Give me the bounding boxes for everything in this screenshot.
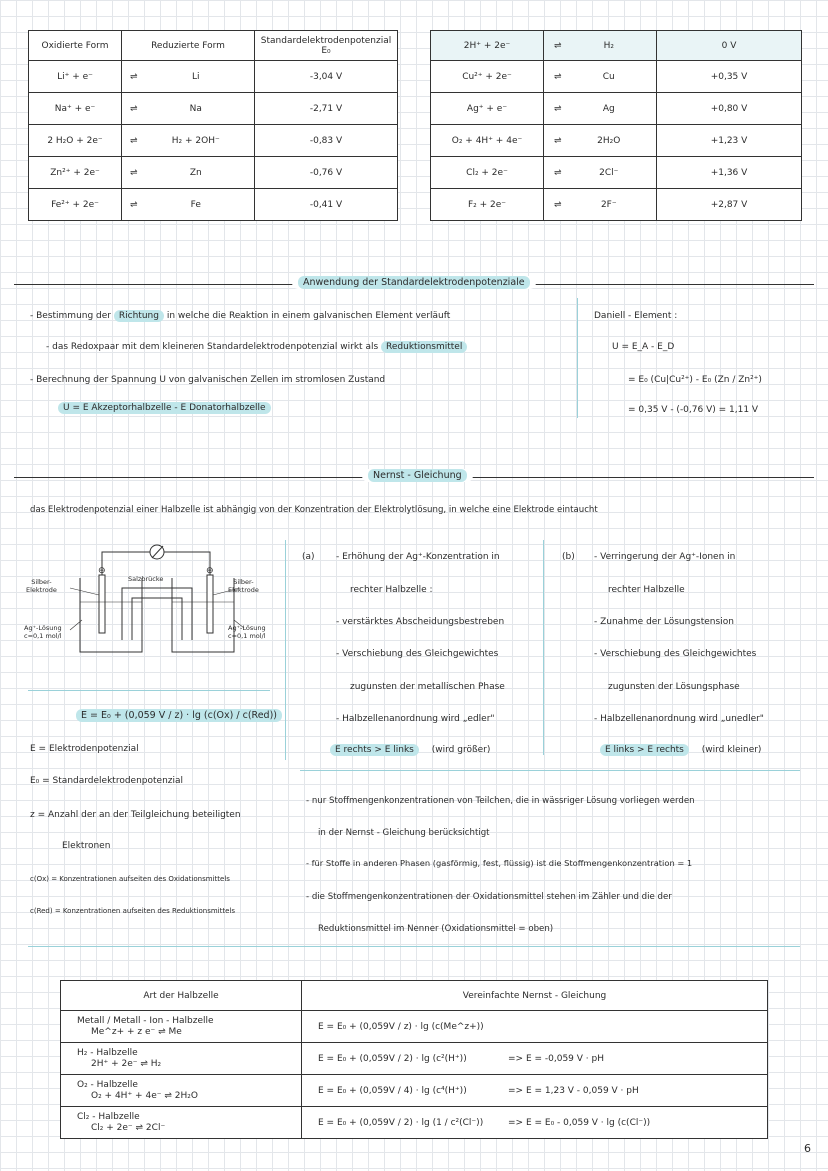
section-title-anwendung: Anwendung der Standardelektrodenpotenziale <box>292 276 536 289</box>
case-a-line: rechter Halbzelle : <box>350 585 433 595</box>
table-row <box>431 31 802 61</box>
page-number: 6 <box>804 1142 811 1155</box>
table-cell: O₂ + 4H⁺ + 4e⁻ <box>431 125 544 157</box>
table-cell: ⇌ Zn <box>122 157 255 189</box>
note-line: - für Stoffe in anderen Phasen (gasförmig, fest, flüssig) ist die Stoffmengenkonzentration = 1 <box>306 858 693 868</box>
note-line: - die Stoffmengenkonzentrationen der Oxidationsmittel stehen im Zähler und die der <box>306 892 672 902</box>
table-row <box>61 1011 768 1043</box>
divider <box>300 770 800 771</box>
equilibrium-icon: ⇌ <box>130 135 138 146</box>
column-divider <box>285 540 286 760</box>
equilibrium-icon: ⇌ <box>130 71 138 82</box>
label-solution-left: Ag⁺-Lösung c=0,1 mol/l <box>24 624 62 640</box>
table-cell: +2,87 V <box>657 189 802 221</box>
table-cell: Cu²⁺ + 2e⁻ <box>431 61 544 93</box>
table-row <box>431 125 802 157</box>
table-cell: H₂ - Halbzelle 2H⁺ + 2e⁻ ⇌ H₂ <box>61 1043 302 1075</box>
label-silver-right: Silber- Elektrode <box>228 578 259 594</box>
bullet-richtung: - Bestimmung der Richtung in welche die Reaktion in einem galvanischen Element verläuft <box>30 311 451 321</box>
table-cell: -0,76 V <box>255 157 398 189</box>
column-divider <box>577 298 578 418</box>
table-cell: -2,71 V <box>255 93 398 125</box>
table-cell: 0 V <box>657 31 802 61</box>
table-cell: ⇌ Fe <box>122 189 255 221</box>
case-b-line: - Halbzellenanordnung wird „unedler" <box>594 714 764 724</box>
galvanic-cell-diagram <box>22 540 272 670</box>
case-a-result: E rechts > E links (wird größer) <box>330 745 490 755</box>
bullet-redoxpaar: - das Redoxpaar mit dem kleineren Standardelektrodenpotenzial wirkt als Reduktionsmittel <box>46 342 467 352</box>
table-header: Art der Halbzelle <box>61 981 302 1011</box>
highlight-richtung: Richtung <box>114 310 164 322</box>
case-a-line: - verstärktes Abscheidungsbestreben <box>336 617 505 627</box>
table-cell: E = E₀ + (0,059V / 2) · lg (1 / c²(Cl⁻)) => E = E₀ - 0,059 V · lg (c(Cl⁻)) <box>302 1107 768 1139</box>
table-cell: 2 H₂O + 2e⁻ <box>29 125 122 157</box>
table-cell: +0,80 V <box>657 93 802 125</box>
table-cell: Ag⁺ + e⁻ <box>431 93 544 125</box>
case-b-line: - Verringerung der Ag⁺-Ionen in <box>594 552 736 562</box>
nernst-simplified-table <box>60 980 768 1139</box>
table-header: Reduzierte Form <box>122 31 255 61</box>
table-cell: +1,23 V <box>657 125 802 157</box>
equilibrium-icon: ⇌ <box>554 199 562 210</box>
definition-cox: c(Ox) = Konzentrationen aufseiten des Oxidationsmittels <box>30 875 230 883</box>
table-cell: ⇌ 2F⁻ <box>544 189 657 221</box>
table-header: Vereinfachte Nernst - Gleichung <box>302 981 768 1011</box>
case-b-line: - Zunahme der Lösungstension <box>594 617 734 627</box>
table-row <box>29 157 398 189</box>
case-b-line: zugunsten der Lösungsphase <box>608 682 740 692</box>
equilibrium-icon: ⇌ <box>554 167 562 178</box>
definition-z: z = Anzahl der an der Teilgleichung beteiligten <box>30 810 241 820</box>
table-cell: +1,36 V <box>657 157 802 189</box>
table-cell: +0,35 V <box>657 61 802 93</box>
table-row <box>61 1107 768 1139</box>
equilibrium-icon: ⇌ <box>554 71 562 82</box>
table-row <box>431 61 802 93</box>
daniell-eq-1: U = E_A - E_D <box>612 342 675 352</box>
case-a-line: - Halbzellenanordnung wird „edler" <box>336 714 495 724</box>
equilibrium-icon: ⇌ <box>554 40 562 51</box>
plus-terminal-icon: ⊕ <box>206 566 214 576</box>
cell-sketch <box>22 540 272 670</box>
label-salt-bridge: Salzbrücke <box>128 575 164 583</box>
table-row <box>29 125 398 157</box>
table-row <box>29 189 398 221</box>
table-cell: F₂ + 2e⁻ <box>431 189 544 221</box>
table-cell: E = E₀ + (0,059V / 2) · lg (c²(H⁺)) => E = -0,059 V · pH <box>302 1043 768 1075</box>
table-cell: ⇌ Na <box>122 93 255 125</box>
nernst-formula: E = E₀ + (0,059 V / z) · lg (c(Ox) / c(Red)) <box>76 710 282 721</box>
case-b-line: rechter Halbzelle <box>608 585 685 595</box>
daniell-title: Daniell - Element : <box>594 311 678 321</box>
definition-cred: c(Red) = Konzentrationen aufseiten des Reduktionsmittels <box>30 907 236 915</box>
table-cell: 2H⁺ + 2e⁻ <box>431 31 544 61</box>
divider <box>28 946 800 947</box>
case-a-line: - Verschiebung des Gleichgewichtes <box>336 649 499 659</box>
section-title-nernst: Nernst - Gleichung <box>362 469 473 482</box>
table-cell: ⇌ 2H₂O <box>544 125 657 157</box>
case-a-line: zugunsten der metallischen Phase <box>350 682 505 692</box>
table-cell: Fe²⁺ + 2e⁻ <box>29 189 122 221</box>
table-header: Standardelektrodenpotenzial E₀ <box>255 31 398 61</box>
table-cell: E = E₀ + (0,059V / 4) · lg (c⁴(H⁺)) => E = 1,23 V - 0,059 V · pH <box>302 1075 768 1107</box>
table-cell: ⇌ 2Cl⁻ <box>544 157 657 189</box>
table-cell: ⇌ H₂ + 2OH⁻ <box>122 125 255 157</box>
table-cell: Cl₂ - Halbzelle Cl₂ + 2e⁻ ⇌ 2Cl⁻ <box>61 1107 302 1139</box>
table-cell: -0,83 V <box>255 125 398 157</box>
table-row <box>29 61 398 93</box>
table-cell: Zn²⁺ + 2e⁻ <box>29 157 122 189</box>
table-cell: Na⁺ + e⁻ <box>29 93 122 125</box>
equilibrium-icon: ⇌ <box>130 103 138 114</box>
table-row <box>61 1075 768 1107</box>
table-cell: -3,04 V <box>255 61 398 93</box>
nernst-intro: das Elektrodenpotenzial einer Halbzelle ist abhängig von der Konzentration der Elektrolytlösung, in welche eine Elektrode eintaucht <box>30 505 598 515</box>
table-cell: -0,41 V <box>255 189 398 221</box>
case-a-line: - Erhöhung der Ag⁺-Konzentration in <box>336 552 500 562</box>
case-b-result: E links > E rechts (wird kleiner) <box>600 745 761 755</box>
divider <box>28 690 270 691</box>
note-line: in der Nernst - Gleichung berücksichtigt <box>318 828 490 838</box>
label-solution-right: Ag⁺-Lösung c=0,1 mol/l <box>228 624 266 640</box>
table-cell: ⇌ Ag <box>544 93 657 125</box>
column-divider <box>543 540 544 755</box>
table-cell: Metall / Metall - Ion - Halbzelle Me^z+ + z e⁻ ⇌ Me <box>61 1011 302 1043</box>
case-b-line: - Verschiebung des Gleichgewichtes <box>594 649 757 659</box>
table-row <box>431 93 802 125</box>
definition-e0: E₀ = Standardelektrodenpotenzial <box>30 776 184 786</box>
note-line: - nur Stoffmengenkonzentrationen von Teilchen, die in wässriger Lösung vorliegen werden <box>306 796 695 806</box>
bullet-spannung: - Berechnung der Spannung U von galvanischen Zellen im stromlosen Zustand <box>30 375 386 385</box>
table-header: Oxidierte Form <box>29 31 122 61</box>
standard-potential-table-left <box>28 30 398 221</box>
daniell-eq-3: = 0,35 V - (-0,76 V) = 1,11 V <box>628 405 759 415</box>
table-cell: O₂ - Halbzelle O₂ + 4H⁺ + 4e⁻ ⇌ 2H₂O <box>61 1075 302 1107</box>
equilibrium-icon: ⇌ <box>554 103 562 114</box>
table-cell: ⇌ Li <box>122 61 255 93</box>
table-row <box>29 93 398 125</box>
standard-potential-table-right <box>430 30 802 221</box>
case-b-label: (b) <box>562 552 575 562</box>
table-cell: ⇌ H₂ <box>544 31 657 61</box>
minus-terminal-icon: ⊖ <box>98 566 106 576</box>
note-line: Reduktionsmittel im Nenner (Oxidationsmittel = oben) <box>318 924 554 934</box>
label-silver-left: Silber- Elektrode <box>26 578 57 594</box>
equilibrium-icon: ⇌ <box>554 135 562 146</box>
spannung-formula: U = E Akzeptorhalbzelle - E Donatorhalbzelle <box>58 403 271 413</box>
table-row <box>61 1043 768 1075</box>
table-cell: Li⁺ + e⁻ <box>29 61 122 93</box>
equilibrium-icon: ⇌ <box>130 167 138 178</box>
daniell-eq-2: = E₀ (Cu|Cu²⁺) - E₀ (Zn / Zn²⁺) <box>628 375 762 385</box>
table-cell: E = E₀ + (0,059V / z) · lg (c(Me^z+)) <box>302 1011 768 1043</box>
table-cell: ⇌ Cu <box>544 61 657 93</box>
table-row <box>431 189 802 221</box>
definition-e: E = Elektrodenpotenzial <box>30 744 139 754</box>
table-cell: Cl₂ + 2e⁻ <box>431 157 544 189</box>
case-a-label: (a) <box>302 552 315 562</box>
definition-z-cont: Elektronen <box>62 841 111 851</box>
equilibrium-icon: ⇌ <box>130 199 138 210</box>
highlight-reduktionsmittel: Reduktionsmittel <box>381 341 467 353</box>
table-row <box>431 157 802 189</box>
